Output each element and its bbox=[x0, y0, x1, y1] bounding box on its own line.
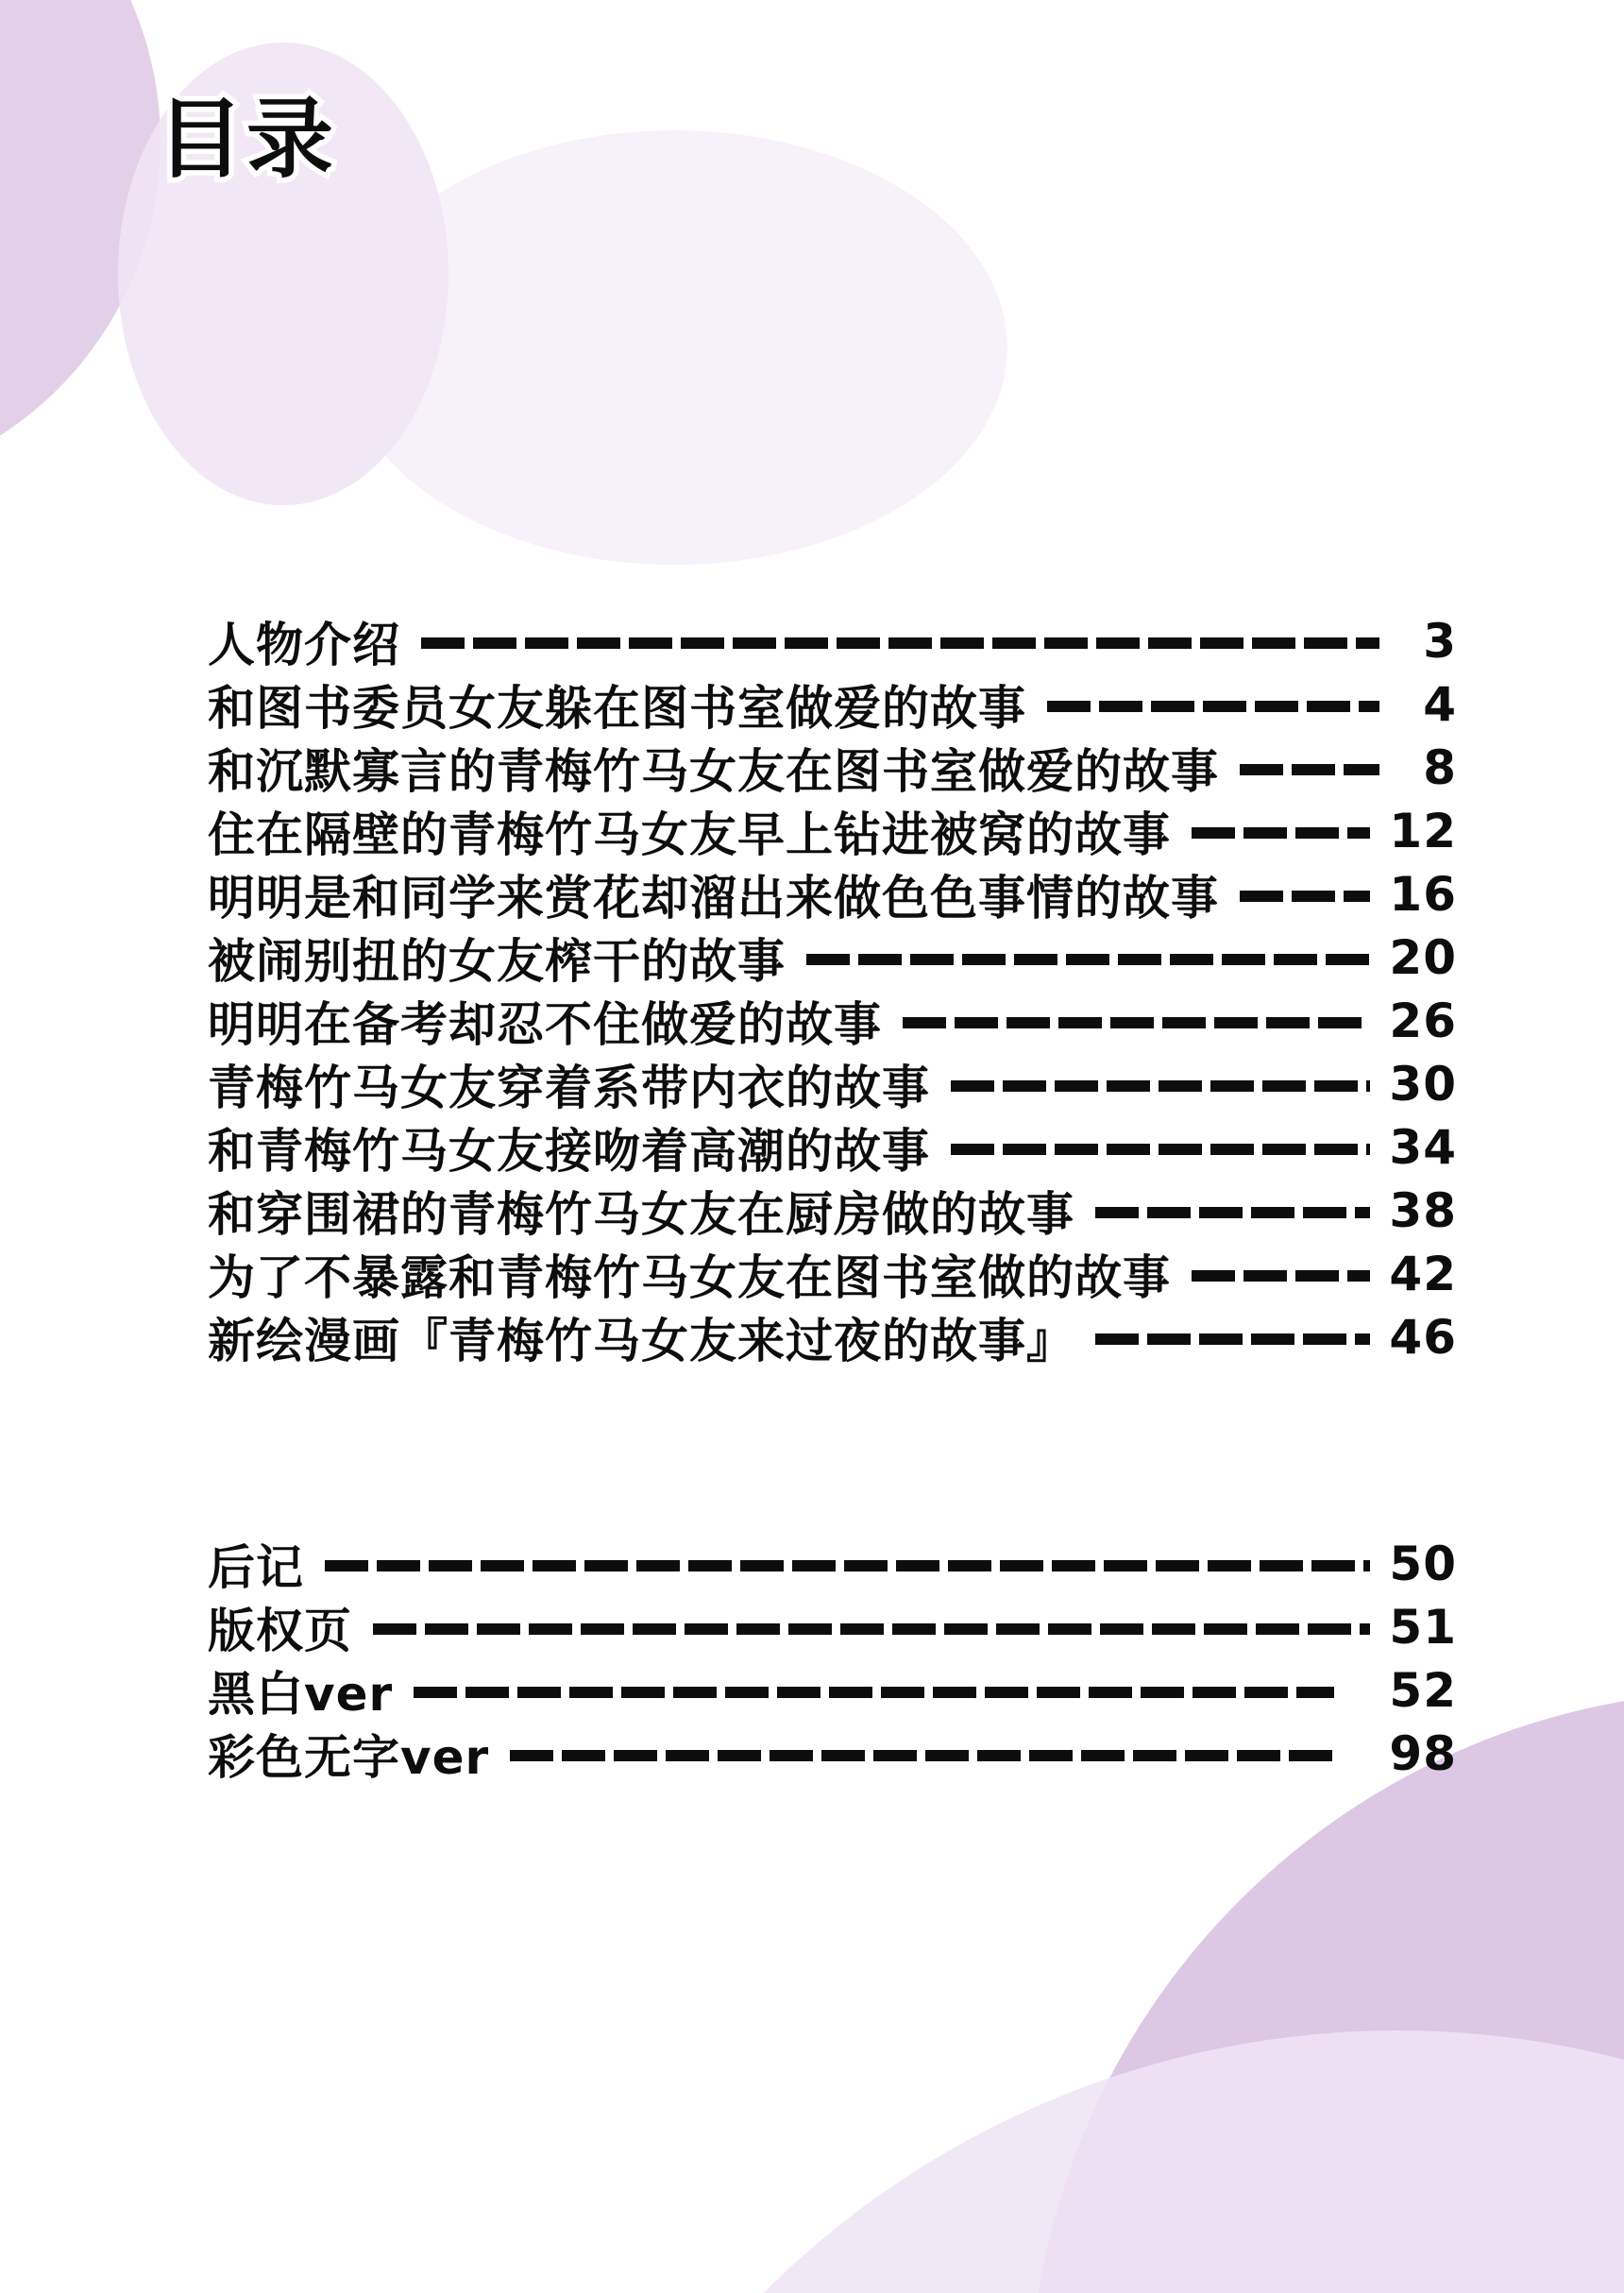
toc-leader-line bbox=[806, 954, 1370, 965]
toc-page-number: 38 bbox=[1389, 1182, 1457, 1238]
toc-leader-line bbox=[1192, 827, 1370, 839]
toc-page-number: 8 bbox=[1423, 739, 1457, 795]
toc-row bbox=[208, 862, 1457, 926]
toc-leader-line bbox=[1192, 1270, 1370, 1282]
toc-row bbox=[208, 1052, 1457, 1115]
decor-blob-bottom-light bbox=[500, 2030, 1624, 2293]
toc-page-number: 51 bbox=[1389, 1599, 1457, 1655]
toc-page-number: 4 bbox=[1423, 676, 1457, 732]
toc-main-list bbox=[208, 609, 1457, 1368]
toc-entry-label: 黑白ver bbox=[208, 1666, 394, 1722]
toc-entry-label: 被闹别扭的女友榨干的故事 bbox=[208, 933, 786, 989]
toc-row bbox=[208, 989, 1457, 1052]
toc-entry-label: 人物介绍 bbox=[208, 617, 400, 672]
toc-row bbox=[208, 799, 1457, 862]
toc-entry-label: 和沉默寡言的青梅竹马女友在图书室做爱的故事 bbox=[208, 743, 1219, 799]
toc-row bbox=[208, 1722, 1457, 1785]
toc-row bbox=[208, 1179, 1457, 1242]
toc-page-number: 12 bbox=[1389, 803, 1457, 858]
toc-leader-line bbox=[1047, 701, 1379, 712]
toc-entry-label: 明明在备考却忍不住做爱的故事 bbox=[208, 996, 882, 1052]
toc-entry-label: 彩色无字ver bbox=[208, 1729, 490, 1785]
toc-entry-label: 和图书委员女友躲在图书室做爱的故事 bbox=[208, 680, 1026, 736]
toc-leader-line bbox=[903, 1017, 1370, 1028]
toc-entry-label: 为了不暴露和青梅竹马女友在图书室做的故事 bbox=[208, 1249, 1171, 1305]
toc-page-number: 34 bbox=[1389, 1119, 1457, 1175]
toc-page-number: 30 bbox=[1389, 1056, 1457, 1112]
toc-entry-label: 住在隔壁的青梅竹马女友早上钻进被窝的故事 bbox=[208, 807, 1171, 862]
toc-entry-label: 后记 bbox=[208, 1539, 304, 1595]
toc-entry-label: 版权页 bbox=[208, 1603, 352, 1658]
toc-page-number: 3 bbox=[1423, 613, 1457, 669]
toc-entry-label: 新绘漫画『青梅竹马女友来过夜的故事』 bbox=[208, 1313, 1074, 1368]
toc-entry-label: 和青梅竹马女友接吻着高潮的故事 bbox=[208, 1123, 930, 1179]
toc-page-number: 46 bbox=[1389, 1309, 1457, 1365]
toc-page-number: 16 bbox=[1389, 866, 1457, 922]
decor-blob-top-right-faint bbox=[341, 130, 1007, 565]
toc-entry-label: 明明是和同学来赏花却溜出来做色色事情的故事 bbox=[208, 870, 1219, 926]
toc-row bbox=[208, 1115, 1457, 1179]
toc-row bbox=[208, 1242, 1457, 1305]
toc-leader-line bbox=[951, 1080, 1370, 1092]
toc-page-number: 52 bbox=[1389, 1662, 1457, 1718]
toc-page-number: 26 bbox=[1389, 993, 1457, 1048]
toc-row bbox=[208, 1595, 1457, 1658]
toc-entry-label: 和穿围裙的青梅竹马女友在厨房做的故事 bbox=[208, 1186, 1074, 1242]
toc-leader-line bbox=[1240, 891, 1370, 902]
toc-row bbox=[208, 1658, 1457, 1722]
toc-page-number: 20 bbox=[1389, 929, 1457, 985]
toc-leader-line bbox=[325, 1560, 1370, 1571]
page-title: 目录 bbox=[157, 88, 337, 190]
toc-row bbox=[208, 1532, 1457, 1595]
toc-leader-line bbox=[1095, 1207, 1370, 1218]
toc-leader-line bbox=[421, 637, 1379, 649]
toc-page-number: 50 bbox=[1389, 1536, 1457, 1591]
toc-row bbox=[208, 609, 1457, 672]
toc-row bbox=[208, 736, 1457, 799]
toc-leader-line bbox=[373, 1623, 1370, 1635]
toc-row bbox=[208, 1305, 1457, 1368]
toc-entry-label: 青梅竹马女友穿着系带内衣的故事 bbox=[208, 1060, 930, 1115]
toc-row bbox=[208, 926, 1457, 989]
toc-extras-list bbox=[208, 1532, 1457, 1785]
toc-leader-line bbox=[510, 1750, 1334, 1761]
toc-leader-line bbox=[1095, 1333, 1370, 1345]
toc-leader-line bbox=[414, 1687, 1334, 1698]
toc-page-number: 98 bbox=[1389, 1725, 1457, 1781]
toc-leader-line bbox=[1240, 764, 1379, 775]
toc-row bbox=[208, 672, 1457, 736]
toc-leader-line bbox=[951, 1144, 1370, 1155]
toc-page-number: 42 bbox=[1389, 1246, 1457, 1301]
